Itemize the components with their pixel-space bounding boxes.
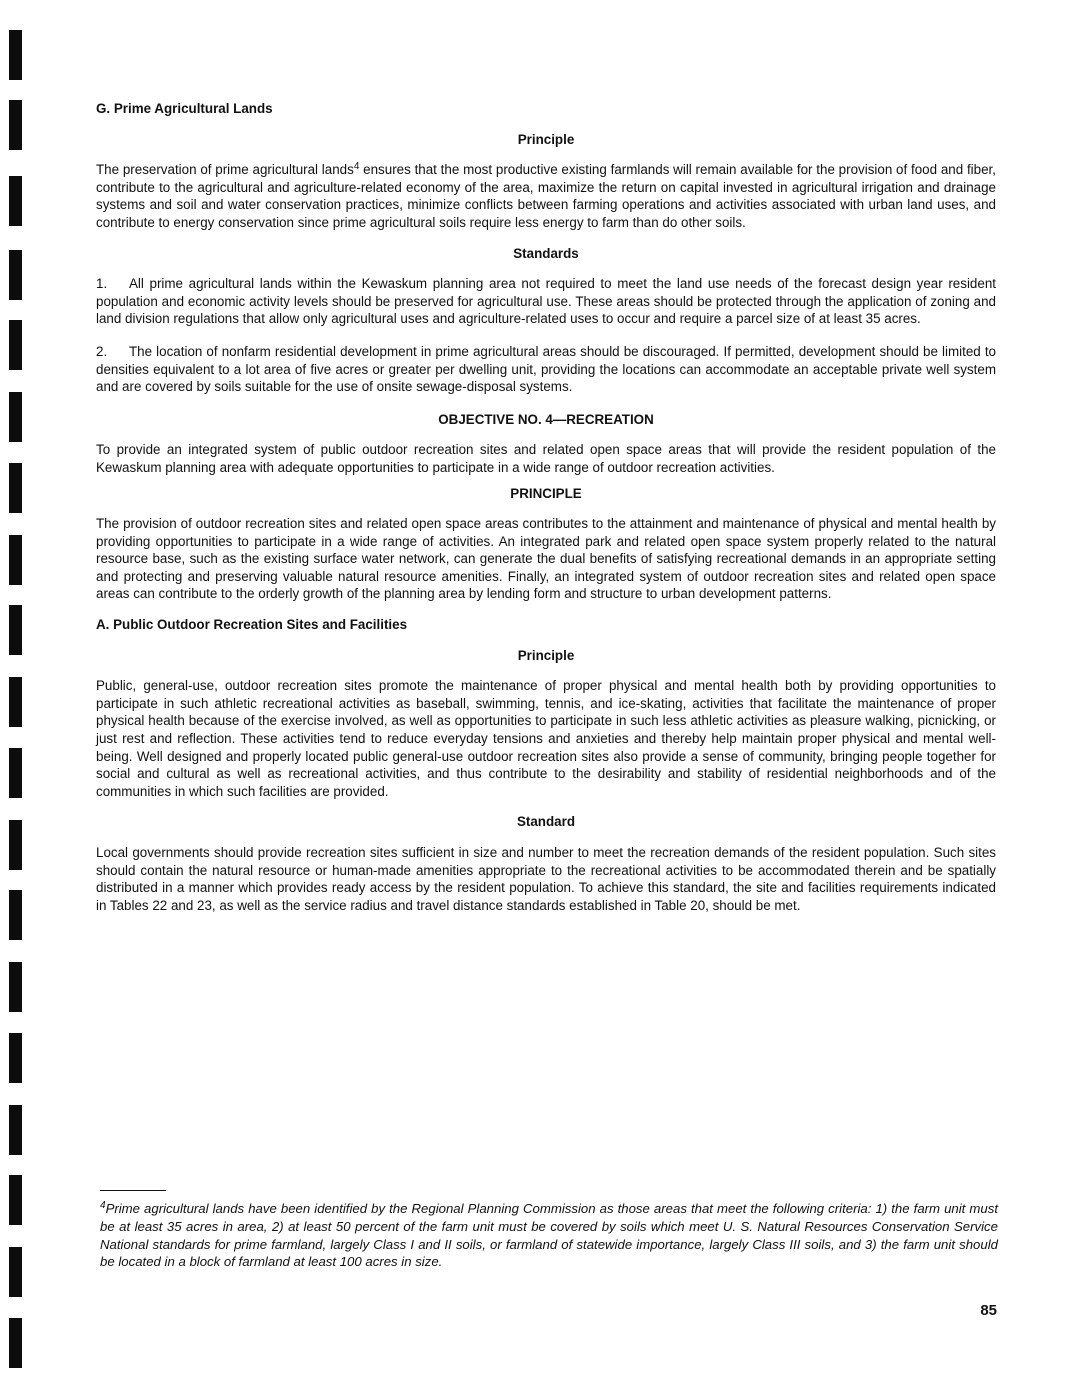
footnote-marker: 4 <box>100 1200 106 1211</box>
section-heading: G. Prime Agricultural Lands <box>96 101 273 116</box>
principle-paragraph: Public, general-use, outdoor recreation sites promote the maintenance of proper physical and mental health both by providing opportunities to participate in such athletic recreational activities as baseball, swimming, tennis, and ice-skating, activities that facilitate the maintenance of proper physical health because of the exercise involved, as well as opportunities to participate in such less athletic activities as pleasure walking, picnicking, or just rest and reflection. These activities tend to reduce everyday tensions and anxieties and thereby help maintain proper physical and mental well-being. Well designed and properly located public general-use outdoor recreation sites also provide a sense of community, bringing people together for social and cultural as well as recreational activities, and thus contribute to the desirability and stability of residential neighborhoods and of the communities in which such facilities are provided. <box>96 678 996 799</box>
binding-mark <box>9 100 22 150</box>
standards-heading: Standards <box>513 245 579 261</box>
footnote-divider <box>100 1190 166 1191</box>
binding-mark <box>9 320 22 370</box>
footnote-text: Prime agricultural lands have been identified by the Regional Planning Commission as those areas that meet the following criteria: 1) the farm unit must be at least 35 acres in area, 2) at least 50 percent of the farm unit must be covered by soils which meet U. S. Natural Resources Conservation Service National standards for prime farmland, largely Class I and II soils, or farmland of statewide importance, largely Class III soils, and 3) the farm unit should be located in a block of farmland at least 100 acres in size. <box>100 1201 998 1270</box>
binding-mark <box>9 890 22 940</box>
standard-paragraph: Local governments should provide recreation sites sufficient in size and number to meet the recreation demands of the resident population. Such sites should contain the natural resource or human-made amenities appropriate to the recreational activities to be accommodated therein and be spatially distributed in a manner which provides ready access by the resident population. To achieve this standard, the site and facilities requirements indicated in Tables 22 and 23, as well as the service radius and travel distance standards established in Table 20, should be met. <box>96 845 996 913</box>
objective-principle-heading: PRINCIPLE <box>510 485 582 501</box>
principle-heading: Principle <box>517 647 575 663</box>
binding-mark <box>9 250 22 300</box>
principle-text: The preservation of prime agricultural lands <box>96 162 354 178</box>
principle-paragraph <box>96 161 996 231</box>
standard-item <box>96 275 996 328</box>
binding-mark <box>9 820 22 870</box>
page-number: 85 <box>980 1302 997 1319</box>
binding-mark <box>9 392 22 442</box>
binding-mark <box>9 748 22 798</box>
standard-text: All prime agricultural lands within the Kewaskum planning area not required to meet the land use needs of the forecast design year resident population and economic activity levels should be preserved for agricultural use. These areas should be protected through the application of zoning and land division regulations that allow only agricultural uses and agriculture-related uses to occur and require a parcel size of at least 35 acres. <box>96 276 996 327</box>
binding-mark <box>9 1105 22 1155</box>
page-body <box>96 100 996 914</box>
binding-mark <box>9 535 22 585</box>
footnote <box>100 1200 998 1271</box>
standard-number: 1. <box>96 276 108 292</box>
binding-mark <box>9 605 22 655</box>
standard-heading: Standard <box>516 814 576 830</box>
objective-heading: OBJECTIVE NO. 4—RECREATION <box>438 411 654 427</box>
binding-mark <box>9 176 22 226</box>
footnote-reference: 4 <box>353 161 360 173</box>
objective-principle-paragraph: The provision of outdoor recreation sites and related open space areas contributes to the attainment and maintenance of physical and mental health by providing opportunities to participate in a wide range of activities. An integrated park and related open space system properly related to the natural resource base, such as the existing surface water network, can generate the dual benefits of satisfying recreational demands in an appropriate setting and protecting and preserving valuable natural resource amenities. Finally, an integrated system of outdoor recreation sites and related open space areas can contribute to the orderly growth of the planning area by lending form and structure to urban development patterns. <box>96 516 996 602</box>
binding-mark <box>9 463 22 513</box>
section-heading: A. Public Outdoor Recreation Sites and Facilities <box>96 617 408 633</box>
principle-heading: Principle <box>517 131 575 147</box>
binding-mark <box>9 962 22 1012</box>
principle-text-continued: ensures that the most productive existing farmlands will remain available for the provision of food and fiber, contribute to the agricultural and agriculture-related economy of the area, maximize the return on capital invested in agricultural irrigation and drainage systems and soil and water conservation practices, minimize conflicts between farming operations and activities associated with urban land uses, and contribute to energy conservation since prime agricultural soils require less energy to farm than do other soils. <box>96 162 996 230</box>
binding-mark <box>9 1318 22 1368</box>
binding-mark <box>9 30 22 80</box>
standard-number: 2. <box>96 343 108 359</box>
objective-paragraph: To provide an integrated system of public outdoor recreation sites and related open space areas that will provide the resident population of the Kewaskum planning area with adequate opportunities to participate in a wide range of outdoor recreation activities. <box>96 442 996 475</box>
binding-mark <box>9 1175 22 1225</box>
standard-text: The location of nonfarm residential development in prime agricultural areas should be discouraged. If permitted, development should be limited to densities equivalent to a lot area of five acres or greater per dwelling unit, providing the locations can accommodate an acceptable private well system and are covered by soils suitable for the use of onsite sewage-disposal systems. <box>96 343 996 395</box>
binding-mark <box>9 1033 22 1083</box>
standard-item <box>96 343 996 396</box>
binding-mark <box>9 1247 22 1297</box>
binding-mark <box>9 677 22 727</box>
